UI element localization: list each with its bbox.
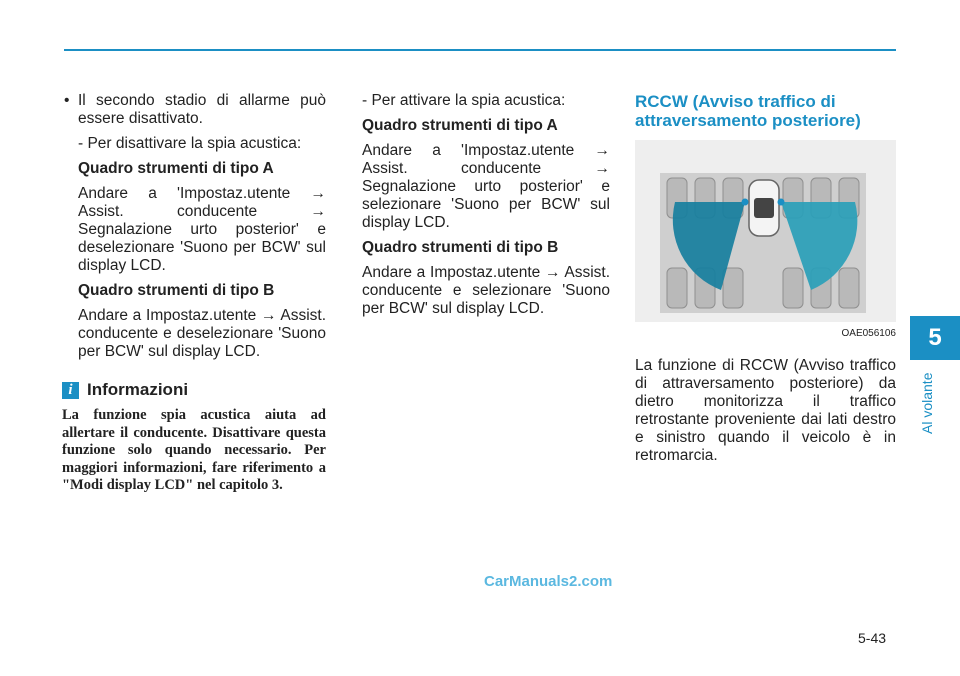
right-sensor (778, 199, 785, 206)
chapter-label: Al volante (919, 372, 935, 434)
type-b-heading: Quadro strumenti di tipo B (78, 282, 275, 299)
type-b-heading: Quadro strumenti di tipo B (362, 239, 559, 256)
info-text: La funzione spia acustica aiuta ad allertare il conducente. Disattivare questa funzione solo quando necessario. Per maggiori informazioni, fare riferimento a "Modi display LCD" nel capitolo 3. (62, 407, 326, 493)
column-left (62, 92, 326, 495)
type-a-text: Andare a 'Impostaz.utente → Assist. conducente → Segnalazione urto posterior' e deselezionare 'Suono per BCW' sul display LCD. (78, 185, 326, 274)
ego-vehicle-roof (754, 198, 774, 218)
figure-caption: OAE056106 (841, 328, 896, 339)
info-title: Informazioni (87, 380, 189, 399)
info-header (62, 381, 326, 399)
bullet-text: Il secondo stadio di allarme può essere disattivato. (78, 92, 326, 127)
top-rule (64, 49, 896, 51)
type-a-heading: Quadro strumenti di tipo A (78, 160, 274, 177)
watermark: CarManuals2.com (484, 573, 613, 590)
rccw-description: La funzione di RCCW (Avviso traffico di attraversamento posteriore) da dietro monitorizza il traffico retrostante proveniente dai lati destro e sinistro quando il veicolo è in retromarcia. (635, 357, 896, 464)
bullet-item (62, 92, 326, 128)
page-number: 5-43 (858, 630, 887, 646)
type-a-heading: Quadro strumenti di tipo A (362, 117, 558, 134)
column-middle (362, 92, 610, 325)
type-b-text: Andare a Impostaz.utente → Assist. conducente e selezionare 'Suono per BCW' sul display LCD. (362, 264, 610, 317)
bullet-dot: • (64, 92, 70, 109)
column-right (635, 92, 896, 472)
chapter-tab: 5 (910, 316, 960, 360)
parking-diagram (635, 140, 896, 322)
enable-instruction: - Per attivare la spia acustica: (362, 92, 566, 109)
rccw-illustration (635, 140, 896, 322)
info-icon: i (62, 382, 79, 399)
section-heading: RCCW (Avviso traffico di attraversamento posteriore) (635, 92, 861, 130)
left-sensor (742, 199, 749, 206)
type-b-text: Andare a Impostaz.utente → Assist. conducente e deselezionare 'Suono per BCW' sul display LCD. (78, 307, 326, 360)
disable-instruction: - Per disattivare la spia acustica: (78, 135, 302, 152)
type-a-text: Andare a 'Impostaz.utente → Assist. conducente → Segnalazione urto posterior' e selezionare 'Suono per BCW' sul display LCD. (362, 142, 610, 231)
